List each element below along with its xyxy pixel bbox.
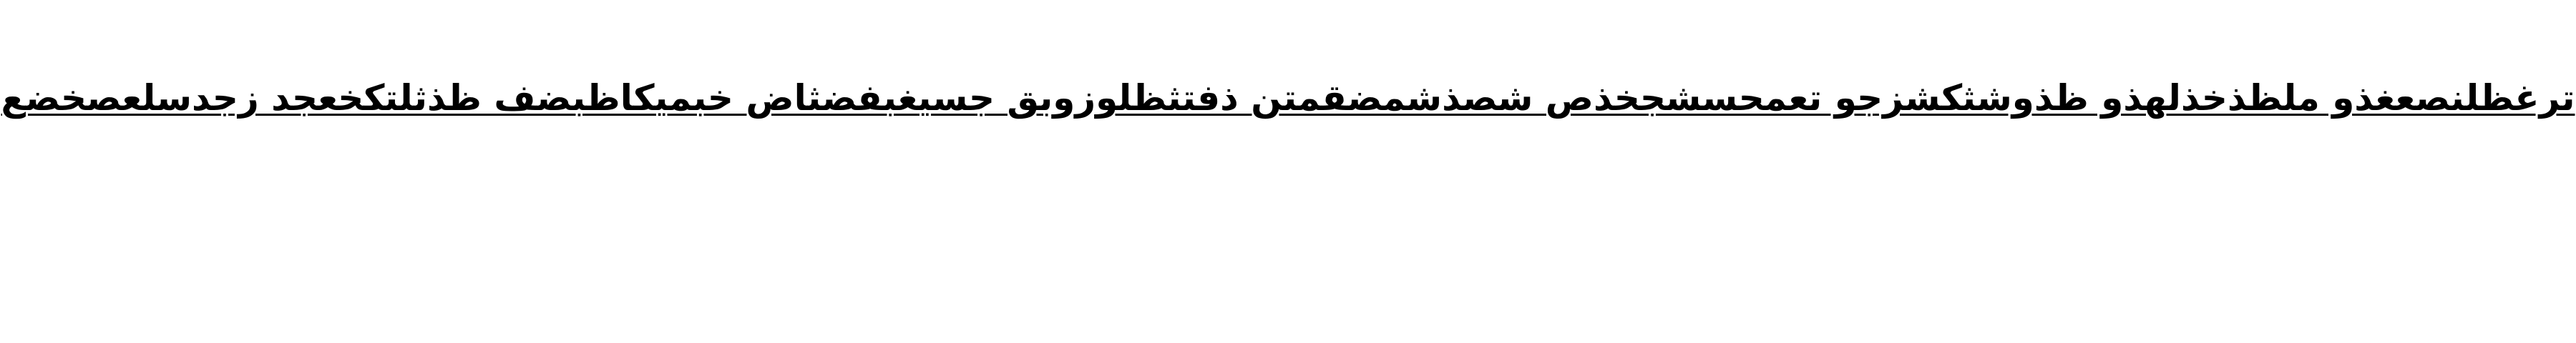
- text-line-container: [0, 59, 2576, 137]
- arabic-text-line: ترغظلنصعغذو ملظذخذلهذو ظذوشثكشزجو تعمحسشجخذص شصذشمضقمتن ذفتثظلوزوبق جسيغبفضثاض خبميكاظبضف ظذثلتكخعجد زجدسلعصخضع: [1, 77, 2575, 119]
